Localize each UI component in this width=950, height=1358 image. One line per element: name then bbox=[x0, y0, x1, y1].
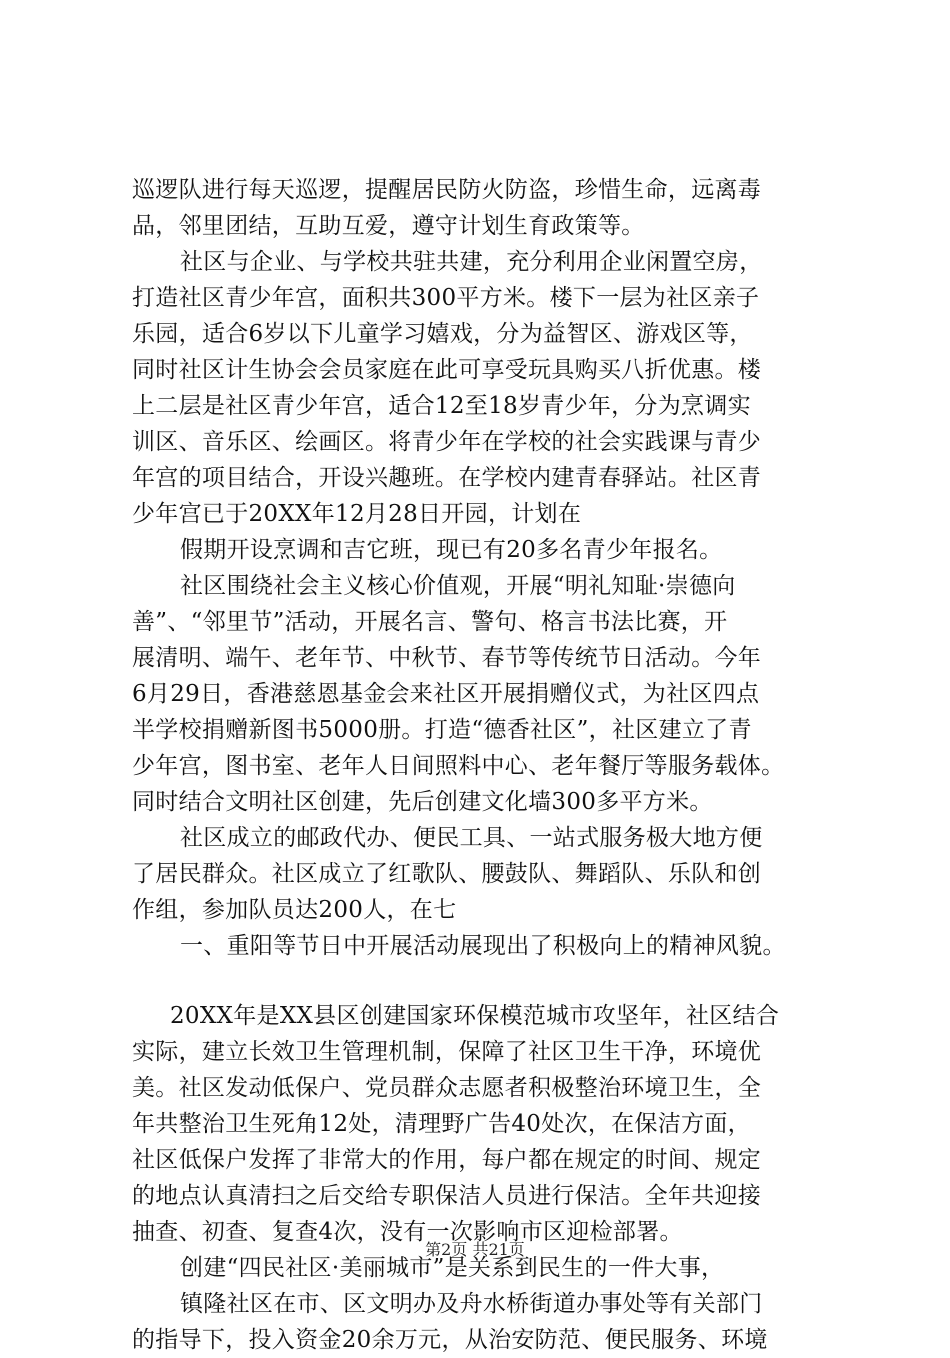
text-line: 上二层是社区青少年宫，适合12至18岁青少年，分为烹调实 bbox=[132, 393, 751, 419]
text-line: 乐园，适合6岁以下儿童学习嬉戏，分为益智区、游戏区等， bbox=[132, 321, 753, 347]
paragraph-start: 20XX年是XX县区创建国家环保模范城市攻坚年，社区结合 bbox=[170, 1003, 780, 1029]
page-number: 第2页 共21页 bbox=[425, 1240, 525, 1259]
text-line: 少年宫，图书室、老年人日间照料中心、老年餐厅等服务载体。 bbox=[132, 753, 785, 779]
paragraph-start: 一、重阳等节日中开展活动展现出了积极向上的精神风貌。 bbox=[180, 933, 786, 959]
paragraph-start: 创建“四民社区·美丽城市”是关系到民生的一件大事， bbox=[180, 1255, 725, 1281]
text-line: 年宫的项目结合，开设兴趣班。在学校内建青春驿站。社区青 bbox=[132, 465, 762, 491]
text-line: 展清明、端午、老年节、中秋节、春节等传统节日活动。今年 bbox=[132, 645, 762, 671]
text-line: 社区低保户发挥了非常大的作用，每户都在规定的时间、规定 bbox=[132, 1147, 762, 1173]
text-line: 同时社区计生协会会员家庭在此可享受玩具购买八折优惠。楼 bbox=[132, 357, 762, 383]
text-line: 品，邻里团结，互助互爱，遵守计划生育政策等。 bbox=[132, 213, 645, 239]
paragraph-start: 假期开设烹调和吉它班，现已有20多名青少年报名。 bbox=[180, 537, 723, 563]
text-line: 的地点认真清扫之后交给专职保洁人员进行保洁。全年共迎接 bbox=[132, 1183, 762, 1209]
text-line: 半学校捐赠新图书5000册。打造“德香社区”，社区建立了青 bbox=[132, 717, 752, 743]
paragraph-start: 社区围绕社会主义核心价值观，开展“明礼知耻·崇德向 bbox=[180, 573, 736, 599]
text-line: 了居民群众。社区成立了红歌队、腰鼓队、舞蹈队、乐队和创 bbox=[132, 861, 762, 887]
text-line: 少年宫已于20XX年12月28日开园，计划在 bbox=[132, 501, 582, 527]
text-line: 善”、“邻里节”活动，开展名言、警句、格言书法比赛，开 bbox=[132, 609, 728, 635]
text-line: 抽查、初查、复查4次，没有一次影响市区迎检部署。 bbox=[132, 1219, 683, 1245]
paragraph-start: 镇隆社区在市、区文明办及舟水桥街道办事处等有关部门 bbox=[180, 1291, 763, 1317]
text-line: 巡逻队进行每天巡逻，提醒居民防火防盗，珍惜生命，远离毒 bbox=[132, 177, 762, 203]
paragraph-start: 社区与企业、与学校共驻共建，充分利用企业闲置空房， bbox=[180, 249, 763, 275]
text-line: 美。社区发动低保户、党员群众志愿者积极整治环境卫生，全 bbox=[132, 1075, 762, 1101]
text-line: 年共整治卫生死角12处，清理野广告40处次，在保洁方面， bbox=[132, 1111, 751, 1137]
paragraph-gap bbox=[132, 964, 840, 998]
text-line: 实际，建立长效卫生管理机制，保障了社区卫生干净，环境优 bbox=[132, 1039, 762, 1065]
text-line: 6月29日，香港慈恩基金会来社区开展捐赠仪式，为社区四点 bbox=[132, 681, 760, 707]
text-line: 同时结合文明社区创建，先后创建文化墙300多平方米。 bbox=[132, 789, 713, 815]
text-line: 训区、音乐区、绘画区。将青少年在学校的社会实践课与青少 bbox=[132, 429, 762, 455]
text-line: 打造社区青少年宫，面积共300平方米。楼下一层为社区亲子 bbox=[132, 285, 760, 311]
document-body bbox=[132, 172, 840, 1358]
page-footer bbox=[0, 1240, 950, 1260]
text-line: 的指导下，投入资金20余万元，从治安防范、便民服务、环境 bbox=[132, 1327, 768, 1353]
text-line: 作组，参加队员达200人，在七 bbox=[132, 897, 457, 923]
paragraph-start: 社区成立的邮政代办、便民工具、一站式服务极大地方便 bbox=[180, 825, 763, 851]
